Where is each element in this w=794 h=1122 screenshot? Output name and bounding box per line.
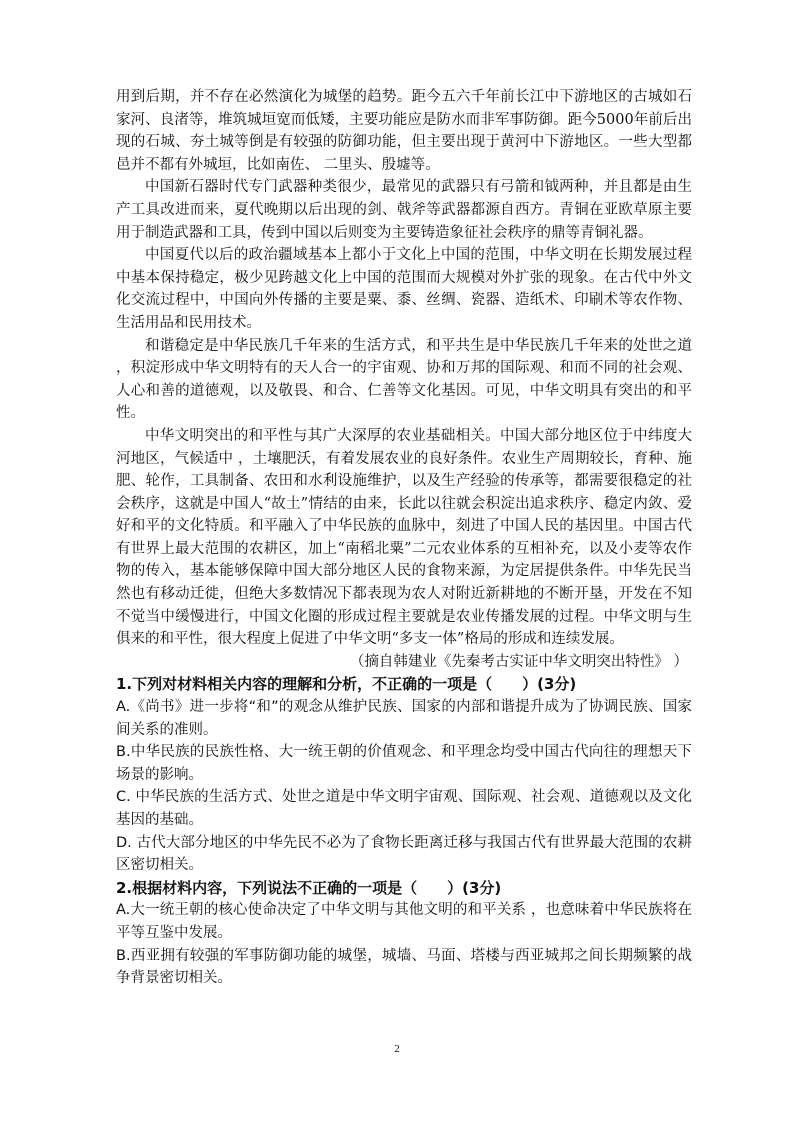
paragraph: 用到后期，并不存在必然演化为城堡的趋势。距今五六千年前长江中下游地区的古城如石家河、良渚等，堆筑城垣宽而低矮，主要功能应是防水而非军事防御。距今5000年前后出现的石城、夯土城等倒是有较强的防御功能，但主要出现于黄河中下游地区。一些大型都邑并不都有外城垣，比如南佐、 二里头、殷墟等。 <box>116 89 692 173</box>
option-d: D. 古代大部分地区的中华先民不必为了食物长距离迁移与我国古代有世界最大范围的农耕区密切相关。 <box>116 834 692 874</box>
option-b: B.中华民族的民族性格、大一统王朝的价值观念、和平理念均受中国古代向往的理想天下场景的影响。 <box>116 744 692 783</box>
question-stem: 2.根据材料内容，下列说法不正确的一项是（ ）(3分) <box>116 878 502 897</box>
paragraph: 中国夏代以后的政治疆域基本上都小于文化上中国的范围，中华文明在长期发展过程中基本保持稳定，极少见跨越文化上中国的范围而大规模对外扩张的现象。在古代中外文化交流过程中，中国向外传播的主要是粟、黍、丝绸、瓷器、造纸术、印刷术等农作物、生活用品和民用技术。 <box>116 247 692 331</box>
question-2 <box>116 877 692 990</box>
document-body <box>116 86 692 990</box>
paragraph: 和谐稳定是中华民族几千年来的生活方式，和平共生是中华民族几千年来的处世之道 ，积淀形成中华文明特有的天人合一的宇宙观、协和万邦的国际观、和而不同的社会观、人心和善的道德观，以及敬畏、和合、仁善等文化基因。可见，中华文明具有突出的和平性。 <box>116 337 692 422</box>
paragraph: 中国新石器时代专门武器种类很少，最常见的武器只有弓箭和钺两种，并且都是由生产工具改进而来，夏代晚期以后出现的剑、戟斧等武器都源自西方。青铜在亚欧草原主要用于制造武器和工具，传到中国以后则变为主要铸造象征社会秩序的鼎等青铜礼器。 <box>116 179 692 241</box>
option-a: A.大一统王朝的核心使命决定了中华文明与其他文明的和平关系 ，也意味着中华民族将在平等互鉴中发展。 <box>116 902 692 941</box>
page-number: 2 <box>394 1043 400 1055</box>
paragraph: 中华文明突出的和平性与其广大深厚的农业基础相关。中国大部分地区位于中纬度大河地区，气候适中 ，土壤肥沃，有着发展农业的良好条件。农业生产周期较长，育种、施肥、轮作，工具制备、农田和水利设施维护，以及生产经验的传承等，都需要很稳定的社会秩序，这就是中国人“故土”情结的由来，长此以往就会积淀出追求秩序、稳定内敛、爱好和平的文化特质。和平融入了中华民族的血脉中，刻进了中国人民的基因里。中国古代有世界上最大范围的农耕区，加上“南稻北粟”二元农业体系的互相补充，以及小麦等农作物的传入，基本能够保障中国大部分地区人民的食物来源，为定居提供条件。中华先民当然也有移动迁徙，但绝大多数情况下都表现为农人对附近新耕地的不断开垦，开发在不知不觉当中缓慢进行，中国文化圈的形成过程主要就是农业传播发展的过程。中华文明与生俱来的和平性，很大程度上促进了中华文明“多支一体”格局的形成和连续发展。 <box>116 427 692 648</box>
source-citation: （摘自韩建业《先秦考古实证中华文明突出特性》 ） <box>349 653 688 670</box>
question-1 <box>116 673 692 876</box>
option-b: B.西亚拥有较强的军事防御功能的城堡，城墙、马面、塔楼与西亚城邦之间长期频繁的战争背景密切相关。 <box>116 947 692 987</box>
option-a: A.《尚书》进一步将“和”的观念从维护民族、国家的内部和谐提升成为了协调民族、国家间关系的准则。 <box>116 699 692 738</box>
option-c: C. 中华民族的生活方式、处世之道是中华文明宇宙观、国际观、社会观、道德观以及文化基因的基础。 <box>116 789 692 828</box>
question-stem: 1.下列对材料相关内容的理解和分析，不正确的一项是（ ）(3分) <box>116 675 577 694</box>
